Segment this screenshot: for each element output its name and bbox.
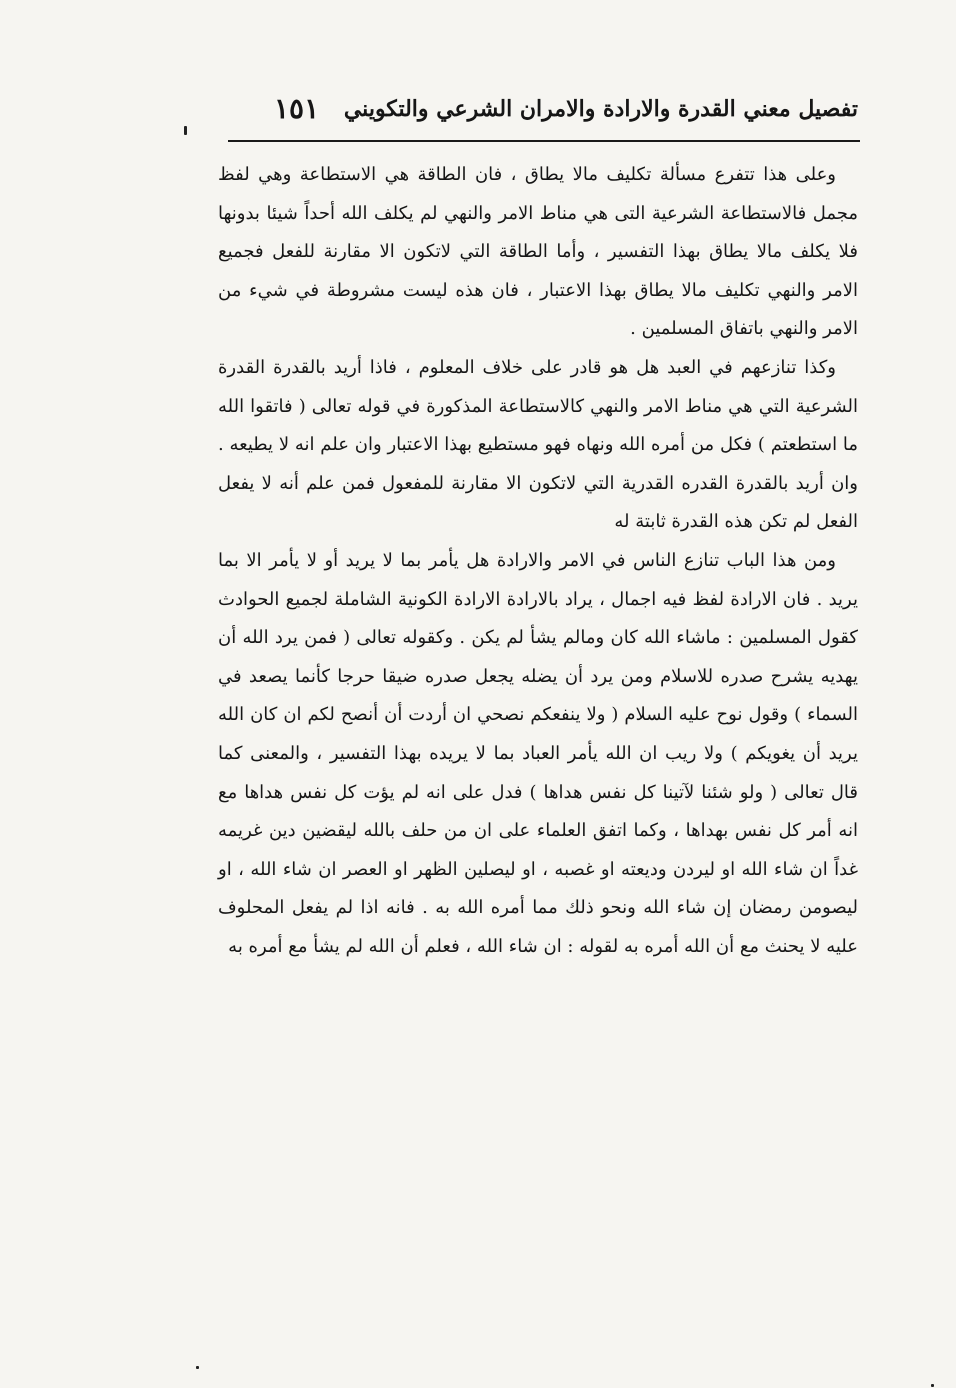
scan-speck: [196, 1366, 199, 1369]
scan-speck: [931, 1384, 934, 1387]
header-divider: [228, 140, 860, 142]
running-header: [230, 92, 858, 136]
paragraph: وكذا تنازعهم في العبد هل هو قادر على خلاف المعلوم ، فاذا أريد بالقدرة القدرة الشرعية التي هي مناط الامر والنهي كالاستطاعة المذكورة في قوله تعالى ( فاتقوا الله ما استطعتم ) فكل من أمره الله ونهاه فهو مستطيع بهذا الاعتبار وان علم انه لا يطيعه . وان أريد بالقدرة القدره القدرية التي لاتكون الا مقارنة للمفعول فمن علم أنه لا يفعل الفعل لم تكن هذه القدرة ثابتة له: [218, 356, 858, 533]
body-text: [218, 156, 858, 966]
running-header-title: تفصيل معني القدرة والارادة والامران الشرعي والتكويني: [343, 96, 858, 122]
page-number: ١٥١: [274, 92, 320, 125]
paragraph: وعلى هذا تتفرع مسألة تكليف مالا يطاق ، فان الطاقة هي الاستطاعة وهي لفظ مجمل فالاستطاعة الشرعية التى هي مناط الامر والنهي لم يكلف الله أحداً شيئا بدونها فلا يكلف مالا يطاق بهذا التفسير ، وأما الطاقة التي لاتكون الا مقارنة للفعل فجميع الامر والنهي تكليف مالا يطاق بهذا الاعتبار ، فان هذه ليست مشروطة في شيء من الامر والنهي باتفاق المسلمين .: [218, 164, 858, 340]
paragraph: ومن هذا الباب تنازع الناس في الامر والارادة هل يأمر بما لا يريد أو لا يأمر الا بما يريد . فان الارادة لفظ فيه اجمال ، يراد بالارادة الارادة الكونية الشاملة لجميع الحوادث كقول المسلمين : ماشاء الله كان ومالم يشأ لم يكن . وكقوله تعالى ( فمن يرد الله أن يهديه يشرح صدره للاسلام ومن يرد أن يضله يجعل صدره ضيقا حرجا كأنما يصعد في السماء ) وقول نوح عليه السلام ( ولا ينفعكم نصحي ان أردت أن أنصح لكم ان كان الله يريد أن يغويكم ) ولا ريب ان الله يأمر العباد بما لا يريده بهذا التفسير ، والمعنى كما قال تعالى ( ولو شئنا لآتينا كل نفس هداها ) فدل على انه لم يؤت كل نفس هداها مع انه أمر كل نفس بهداها ، وكما اتفق العلماء على ان من حلف بالله ليقضين دين غريمه غداً ان شاء الله او ليردن وديعته او غصبه ، او ليصلين الظهر او العصر ان شاء الله ، او ليصومن رمضان إن شاء الله ونحو ذلك مما أمره الله به . فانه اذا لم يفعل المحلوف عليه لا يحنث مع أن الله أمره به لقوله : ان شاء الله ، فعلم أن الله لم يشأ مع أمره به: [218, 549, 858, 957]
scan-speck: [184, 126, 187, 135]
